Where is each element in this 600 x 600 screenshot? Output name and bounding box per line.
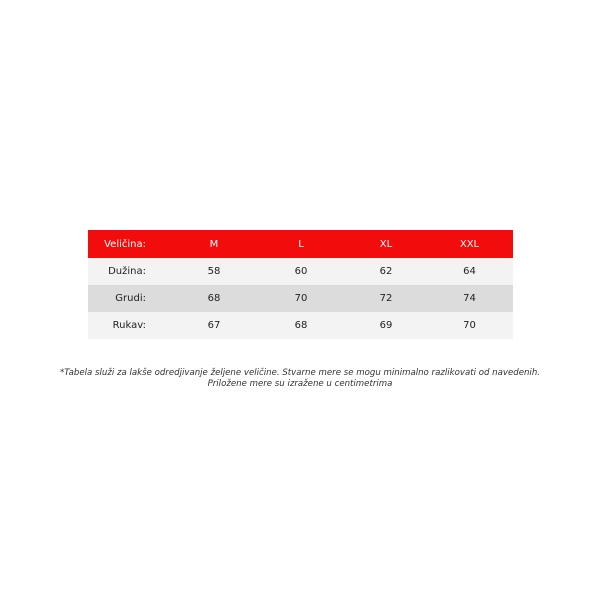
header-size-label: Veličina: [104, 238, 146, 250]
table-cell: 70 [294, 293, 308, 304]
table-row [88, 258, 513, 285]
header-size-xxl: XXL [459, 238, 480, 250]
table-cell: 64 [463, 266, 476, 277]
footnote-line-2: Priložene mere su izražene u centimetrima [207, 379, 393, 389]
table-cell: 62 [379, 266, 393, 277]
row-label-sleeve: Rukav: [112, 320, 146, 331]
table-cell: 67 [207, 320, 221, 331]
header-size-m: M [209, 238, 219, 250]
table-cell: 70 [463, 320, 476, 331]
table-cell: 60 [294, 266, 308, 277]
table-row [88, 312, 513, 339]
table-cell: 68 [294, 320, 308, 331]
table-cell: 69 [379, 320, 393, 331]
row-label-length: Dužina: [108, 266, 146, 277]
footnote-line-1: *Tabela služi za lakše odredjivanje željene veličine. Stvarne mere se mogu minimalno razlikovati od navedenih. [59, 368, 540, 378]
header-size-xl: XL [379, 238, 393, 250]
header-size-l: L [298, 238, 304, 250]
table-cell: 68 [207, 293, 221, 304]
footnote [0, 368, 600, 390]
table-cell: 74 [463, 293, 476, 304]
row-label-chest: Grudi: [115, 293, 146, 304]
table-header-row [88, 230, 513, 258]
size-chart-table [88, 230, 513, 339]
table-cell: 72 [379, 293, 393, 304]
table-cell: 58 [207, 266, 221, 277]
table-row [88, 285, 513, 312]
